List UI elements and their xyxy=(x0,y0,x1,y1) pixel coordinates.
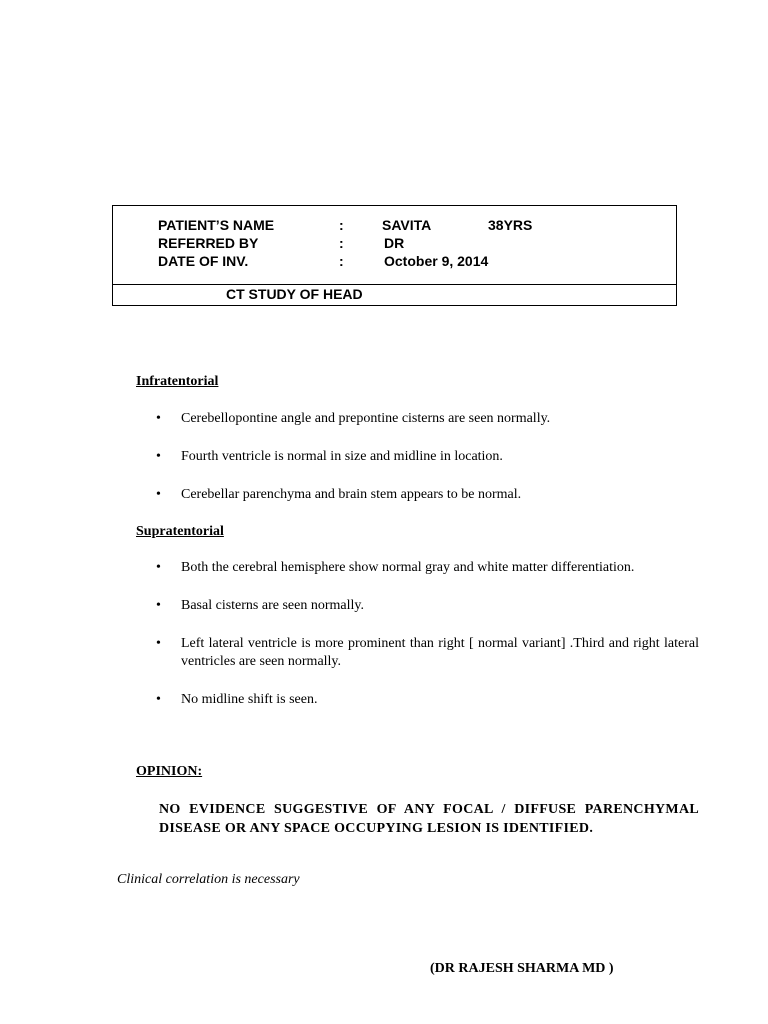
opinion-heading: OPINION: xyxy=(136,764,203,779)
colon-separator: : xyxy=(339,235,344,251)
list-item xyxy=(136,691,702,709)
bullet-icon: • xyxy=(156,636,161,651)
referred-by-label: REFERRED BY xyxy=(158,235,259,251)
list-item xyxy=(136,448,702,466)
patient-name-value: SAVITA xyxy=(382,217,432,233)
patient-name-label: PATIENT’S NAME xyxy=(158,217,275,233)
finding-text: Fourth ventricle is normal in size and midline in location. xyxy=(181,449,503,464)
patient-info-rows xyxy=(113,206,676,285)
list-item xyxy=(136,559,702,577)
finding-text: No midline shift is seen. xyxy=(181,692,318,707)
bullet-icon: • xyxy=(156,487,161,502)
list-item xyxy=(136,597,702,615)
finding-text: Both the cerebral hemisphere show normal gray and white matter differentiation. xyxy=(181,560,635,575)
colon-separator: : xyxy=(339,253,344,269)
opinion-text: NO EVIDENCE SUGGESTIVE OF ANY FOCAL / DIFFUSE PARENCHYMAL DISEASE OR ANY SPACE OCCUPYING LESION IS IDENTIFIED. xyxy=(159,802,699,836)
supratentorial-heading: Supratentorial xyxy=(136,524,224,539)
finding-text: Cerebellar parenchyma and brain stem appears to be normal. xyxy=(181,487,522,502)
bullet-icon: • xyxy=(156,598,161,613)
signature: (DR RAJESH SHARMA MD ) xyxy=(430,961,614,976)
bullet-icon: • xyxy=(156,560,161,575)
infratentorial-heading: Infratentorial xyxy=(136,374,219,389)
bullet-icon: • xyxy=(156,411,161,426)
date-label: DATE OF INV. xyxy=(158,253,249,269)
colon-separator: : xyxy=(339,217,344,233)
referred-by-value: DR xyxy=(384,235,405,251)
list-item xyxy=(136,486,702,504)
finding-text: Basal cisterns are seen normally. xyxy=(181,598,364,613)
list-item xyxy=(136,410,702,428)
date-value: October 9, 2014 xyxy=(384,253,489,269)
patient-info-box xyxy=(112,205,677,306)
bullet-icon: • xyxy=(156,449,161,464)
clinical-note: Clinical correlation is necessary xyxy=(117,872,300,887)
finding-text: Cerebellopontine angle and prepontine cisterns are seen normally. xyxy=(181,411,551,426)
study-title: CT STUDY OF HEAD xyxy=(226,286,363,302)
patient-age-value: 38YRS xyxy=(488,217,533,233)
finding-text: Left lateral ventricle is more prominent than right [ normal variant] .Third and right lateral ventricles are seen normally. xyxy=(181,636,699,669)
bullet-icon: • xyxy=(156,692,161,707)
list-item xyxy=(136,635,702,671)
